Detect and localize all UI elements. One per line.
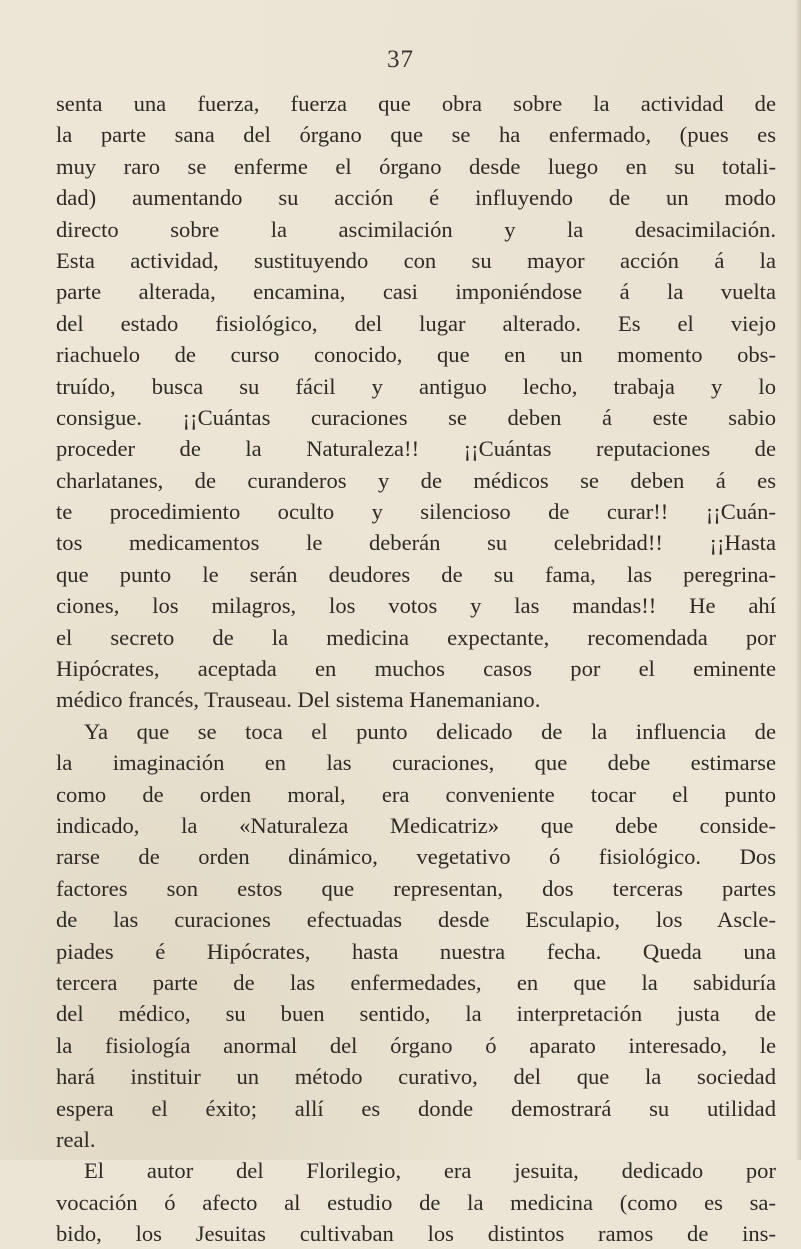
text-line: riachuelo de curso conocido, que en un momento obs- (56, 342, 776, 368)
text-line: médico francés, Trauseau. Del sistema Hanemaniano. (56, 687, 541, 713)
text-line: truído, busca su fácil y antiguo lecho, trabaja y lo (56, 373, 776, 399)
text-line: muy raro se enferme el órgano desde luego en su totali- (56, 153, 776, 179)
text-line: tos medicamentos le deberán su celebridad!! ¡¡Hasta (56, 530, 776, 556)
text-line: vocación ó afecto al estudio de la medicina (como es sa- (56, 1189, 776, 1215)
text-line: senta una fuerza, fuerza que obra sobre la actividad de (56, 91, 776, 116)
text-line: el secreto de la medicina expectante, recomendada por (56, 624, 776, 650)
text-line: te procedimiento oculto y silencioso de curar!! ¡¡Cuán- (56, 499, 776, 525)
text-line: real. (56, 1126, 96, 1152)
page-edge-shadow (795, 0, 801, 1160)
text-line: parte alterada, encamina, casi imponiéndose á la vuelta (56, 279, 776, 305)
text-line: hará instituir un método curativo, del que la sociedad (56, 1064, 776, 1090)
text-line: dad) aumentando su acción é influyendo de un modo (56, 185, 776, 211)
text-line: bido, los Jesuitas cultivaban los distintos ramos de ins- (56, 1221, 776, 1247)
text-line: proceder de la Naturaleza!! ¡¡Cuántas reputaciones de (56, 436, 776, 462)
text-line: consigue. ¡¡Cuántas curaciones se deben á este sabio (56, 404, 776, 430)
text-line: factores son estos que representan, dos terceras partes (56, 875, 776, 901)
text-line: Esta actividad, sustituyendo con su mayor acción á la (56, 247, 776, 273)
text-line: Hipócrates, aceptada en muchos casos por el eminente (56, 656, 776, 682)
text-line: directo sobre la ascimilación y la desacimilación. (56, 216, 776, 242)
text-line: tercera parte de las enfermedades, en que la sabiduría (56, 969, 776, 995)
page-number: 37 (387, 46, 414, 73)
text-line: piades é Hipócrates, hasta nuestra fecha. Queda una (56, 938, 776, 964)
text-line: ciones, los milagros, los votos y las mandas!! He ahí (56, 593, 776, 619)
text-line: la parte sana del órgano que se ha enfermado, (pues es (56, 122, 776, 148)
text-line: la fisiología anormal del órgano ó aparato interesado, le (56, 1032, 776, 1058)
text-line: de las curaciones efectuadas desde Esculapio, los Ascle- (56, 907, 776, 933)
text-line: rarse de orden dinámico, vegetativo ó fisiológico. Dos (56, 844, 776, 870)
text-line: del médico, su buen sentido, la interpretación justa de (56, 1001, 776, 1027)
text-line: la imaginación en las curaciones, que debe estimarse (56, 750, 776, 776)
text-line: que punto le serán deudores de su fama, las peregrina- (56, 561, 776, 587)
text-line: del estado fisiológico, del lugar alterado. Es el viejo (56, 310, 776, 336)
body-text (56, 88, 776, 1249)
text-line: indicado, la «Naturaleza Medicatriz» que debe conside- (56, 812, 776, 838)
text-line: charlatanes, de curanderos y de médicos se deben á es (56, 467, 776, 493)
text-line: El autor del Florilegio, era jesuita, dedicado por (84, 1158, 776, 1184)
text-line: Ya que se toca el punto delicado de la influencia de (84, 718, 776, 744)
text-line: como de orden moral, era conveniente tocar el punto (56, 781, 776, 807)
text-line: espera el éxito; allí es donde demostrará su utilidad (56, 1095, 776, 1121)
